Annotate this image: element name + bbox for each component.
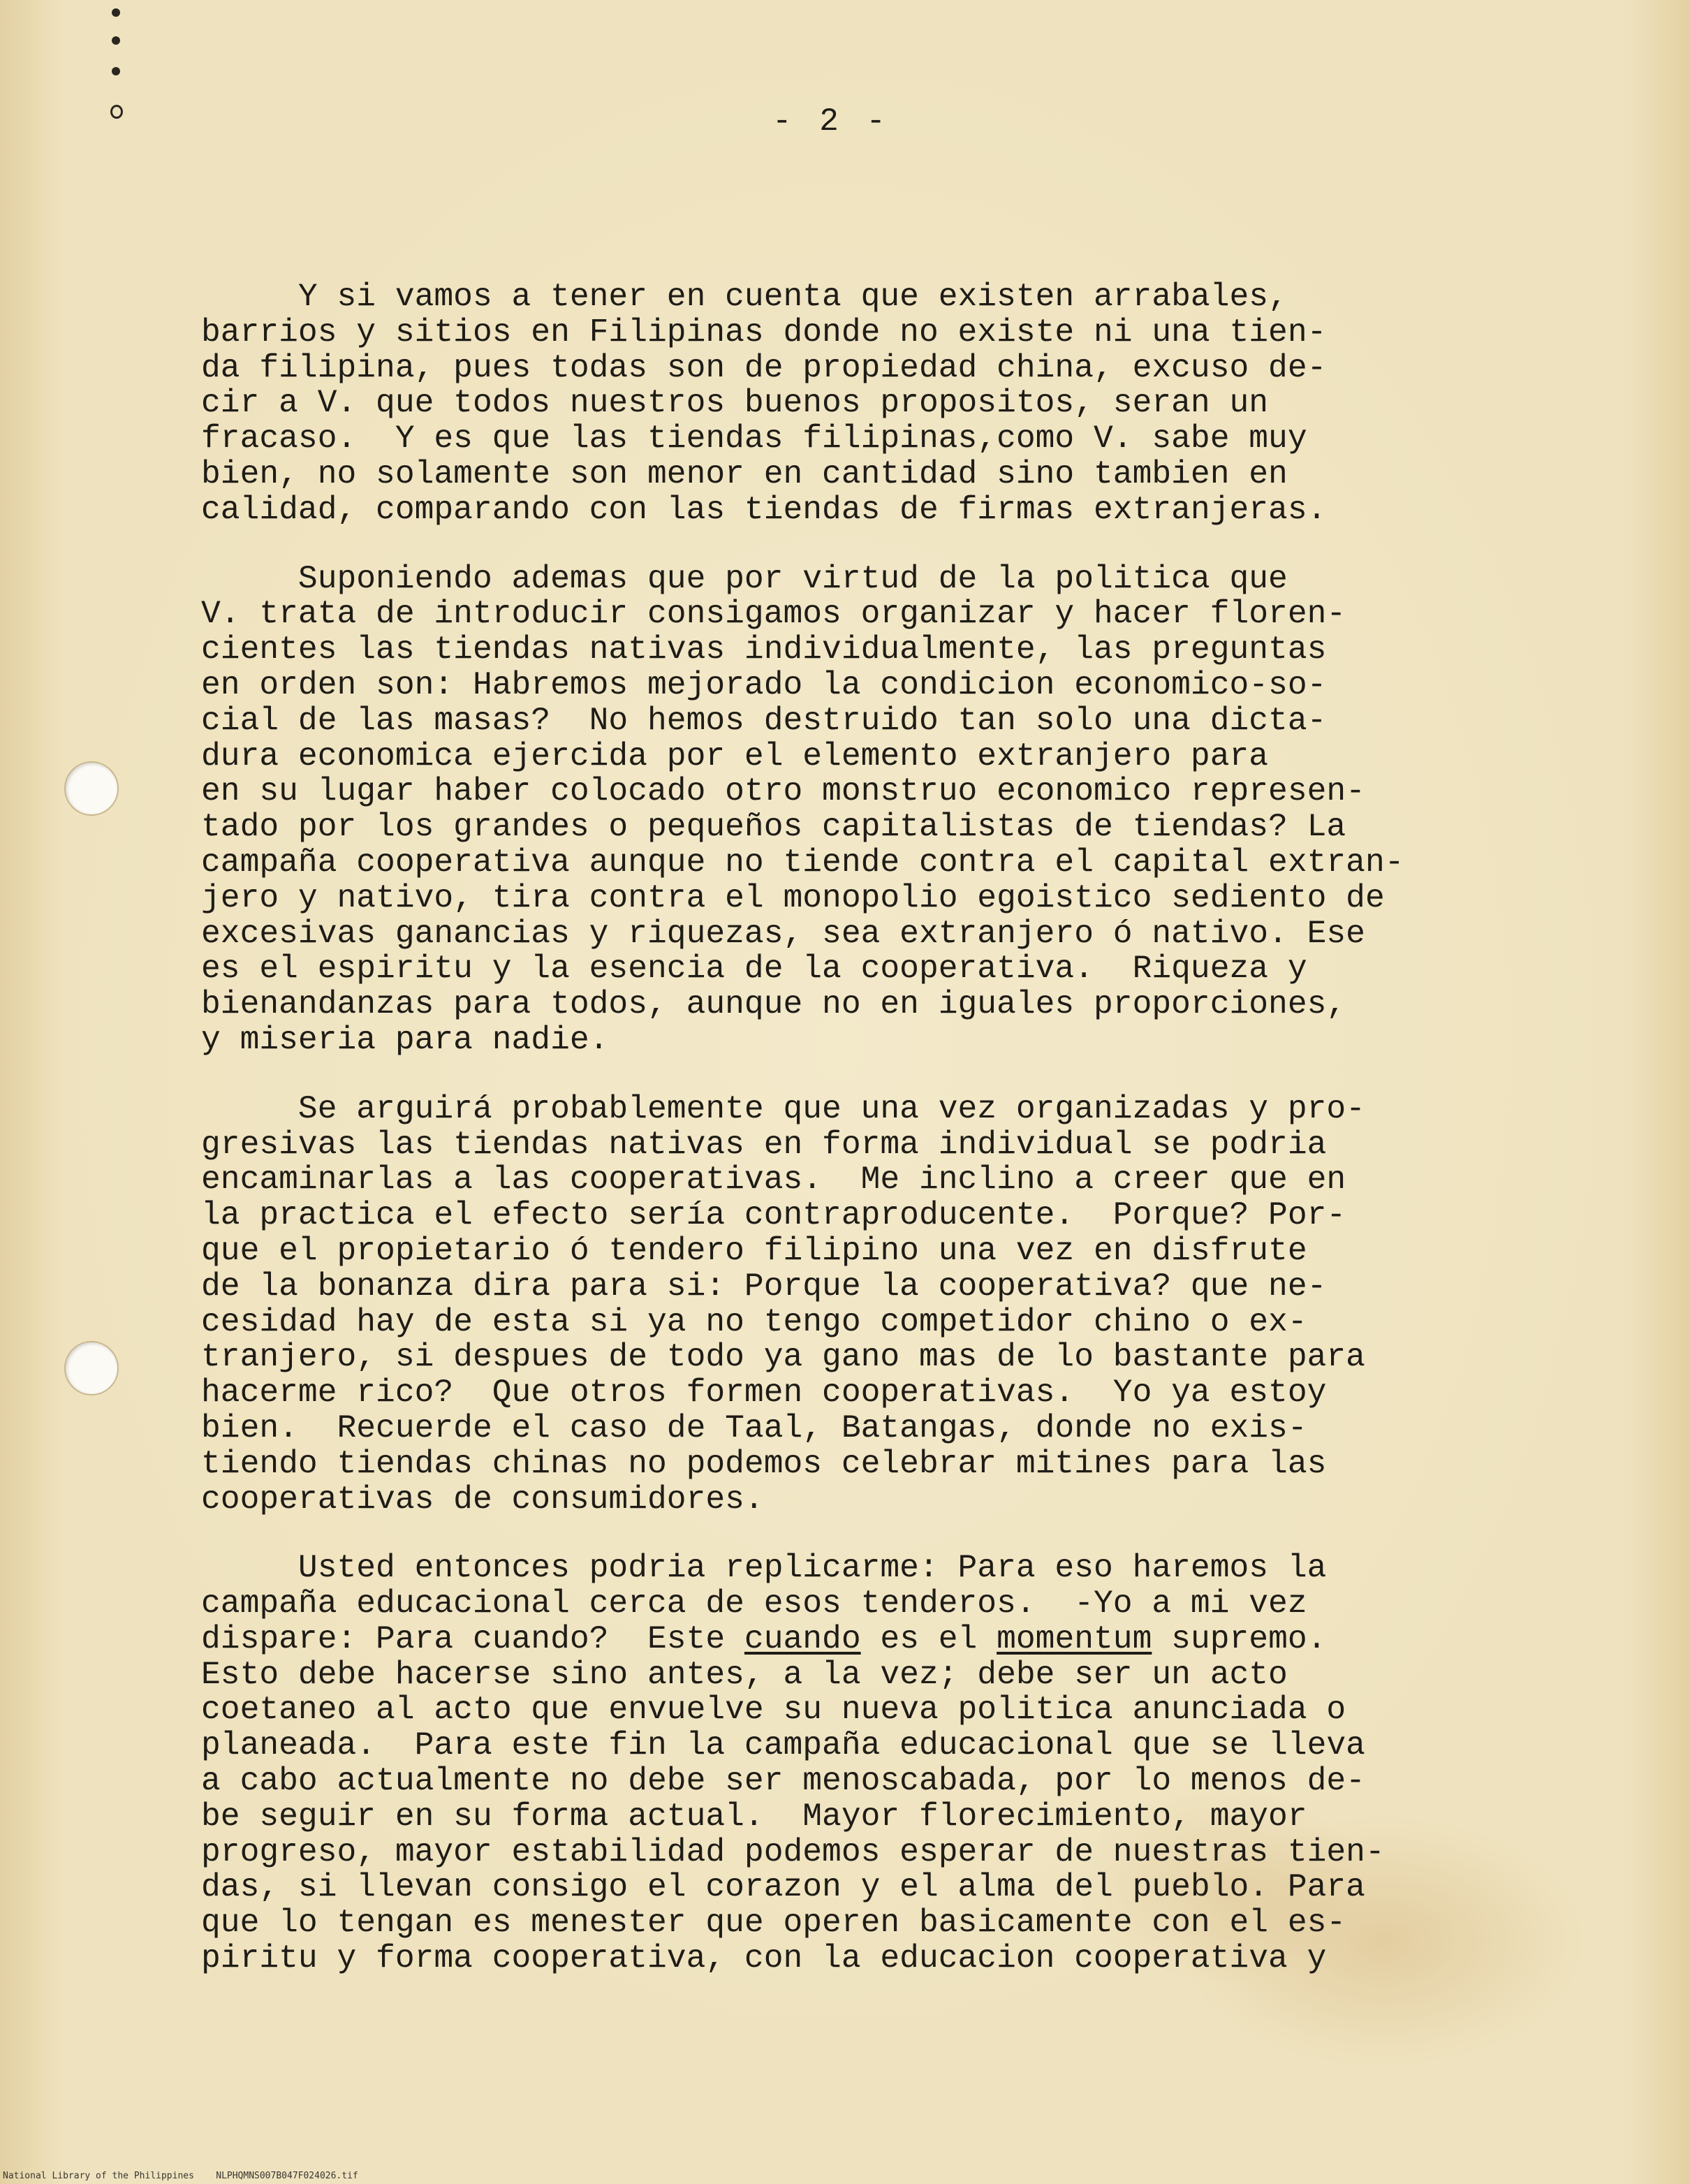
text-line — [201, 1340, 1528, 1375]
underlined-word: cuando — [744, 1620, 861, 1657]
letter-body — [201, 279, 1528, 2010]
text-line — [201, 1764, 1528, 1799]
text-segment: bien. Recuerde el caso de Taal, Batangas, donde no exis- — [201, 1409, 1307, 1446]
text-segment: progreso, mayor estabilidad podemos esperar de nuestras tien- — [201, 1833, 1385, 1870]
text-line — [201, 386, 1528, 421]
staple-mark-top — [112, 8, 120, 17]
paragraph — [201, 1551, 1528, 1977]
text-segment: cir a V. que todos nuestros buenos propositos, seran un — [201, 384, 1269, 422]
text-segment: fracaso. Y es que las tiendas filipinas,como V. sabe muy — [201, 420, 1307, 457]
text-line — [201, 315, 1528, 351]
text-segment: cesidad hay de esta si ya no tengo competidor chino o ex- — [201, 1303, 1307, 1340]
text-line — [201, 1233, 1528, 1269]
text-segment: tiendo tiendas chinas no podemos celebrar mitines para las — [201, 1444, 1327, 1482]
paragraph — [201, 1092, 1528, 1518]
page-number: - 2 - — [772, 103, 890, 140]
text-line — [201, 1728, 1528, 1764]
text-line — [201, 1198, 1528, 1233]
staple-mark-middle — [112, 36, 120, 45]
text-segment: Usted entonces podria replicarme: Para eso haremos la — [201, 1549, 1327, 1587]
text-segment: la practica el efecto sería contraproducente. Porque? Por- — [201, 1196, 1346, 1234]
text-line — [201, 492, 1528, 528]
text-segment: tranjero, si despues de todo ya gano mas de lo bastante para — [201, 1338, 1365, 1376]
text-segment: bien, no solamente son menor en cantidad sino tambien en — [201, 455, 1288, 492]
text-line — [201, 1162, 1528, 1198]
text-line — [201, 1127, 1528, 1163]
text-line — [201, 279, 1528, 315]
paragraph — [201, 559, 1528, 1058]
text-line — [201, 987, 1528, 1023]
text-line — [201, 668, 1528, 703]
text-line — [201, 1411, 1528, 1446]
text-line — [201, 916, 1528, 952]
text-segment: supremo. — [1152, 1620, 1327, 1657]
text-segment: dura economica ejercida por el elemento extranjero para — [201, 737, 1269, 775]
text-segment: cial de las masas? No hemos destruido tan solo una dicta- — [201, 701, 1327, 739]
text-segment: da filipina, pues todas son de propiedad china, excuso de- — [201, 349, 1327, 386]
text-segment: jero y nativo, tira contra el monopolio egoistico sediento de — [201, 879, 1385, 916]
text-segment: encaminarlas a las cooperativas. Me inclino a creer que en — [201, 1161, 1346, 1199]
text-segment: a cabo actualmente no debe ser menoscabada, por lo menos de- — [201, 1762, 1365, 1800]
text-line — [201, 1622, 1528, 1657]
text-line — [201, 1269, 1528, 1305]
text-line — [201, 739, 1528, 775]
text-segment: Suponiendo ademas que por virtud de la politica que — [201, 559, 1288, 597]
text-line — [201, 1835, 1528, 1870]
text-line — [201, 351, 1528, 386]
text-line — [201, 1375, 1528, 1411]
text-line — [201, 774, 1528, 809]
text-segment: Y si vamos a tener en cuenta que existen arrabales, — [201, 278, 1288, 315]
text-segment: piritu y forma cooperativa, con la educacion cooperativa y — [201, 1940, 1327, 1977]
text-segment: calidad, comparando con las tiendas de firmas extranjeras. — [201, 490, 1327, 528]
text-line — [201, 1092, 1528, 1127]
text-segment: en orden son: Habremos mejorado la condicion economico-so- — [201, 666, 1327, 703]
text-segment: Esto debe hacerse sino antes, a la vez; debe ser un acto — [201, 1655, 1288, 1693]
text-line — [201, 1657, 1528, 1693]
text-line — [201, 596, 1528, 632]
text-segment: cooperativas de consumidores. — [201, 1480, 764, 1518]
text-line — [201, 1305, 1528, 1340]
text-segment: excesivas ganancias y riquezas, sea extranjero ó nativo. Ese — [201, 914, 1365, 952]
text-segment: es el espiritu y la esencia de la cooperativa. Riqueza y — [201, 950, 1307, 988]
text-line — [201, 1692, 1528, 1728]
text-segment: tado por los grandes o pequeños capitalistas de tiendas? La — [201, 808, 1346, 846]
text-line — [201, 1870, 1528, 1905]
punch-hole-upper — [64, 761, 119, 816]
text-line — [201, 951, 1528, 987]
text-segment: hacerme rico? Que otros formen cooperativas. Yo ya estoy — [201, 1374, 1327, 1412]
text-segment: y miseria para nadie. — [201, 1020, 609, 1058]
text-segment: campaña cooperativa aunque no tiende contra el capital extran- — [201, 843, 1404, 881]
text-line — [201, 809, 1528, 845]
paragraph — [201, 279, 1528, 528]
text-line — [201, 421, 1528, 457]
underlined-word: momentum — [997, 1620, 1152, 1657]
punch-hole-lower — [64, 1341, 119, 1395]
text-segment: dispare: Para cuando? Este — [201, 1620, 744, 1657]
text-segment: be seguir en su forma actual. Mayor florecimiento, mayor — [201, 1797, 1307, 1835]
text-segment: gresivas las tiendas nativas en forma individual se podria — [201, 1125, 1327, 1163]
archive-footer: National Library of the Philippines NLPHQMNS007B047F024026.tif — [3, 2171, 358, 2181]
text-line — [201, 1905, 1528, 1941]
text-segment: coetaneo al acto que envuelve su nueva politica anunciada o — [201, 1691, 1346, 1729]
text-segment: es el — [860, 1620, 997, 1657]
text-line — [201, 1551, 1528, 1586]
text-line — [201, 1799, 1528, 1835]
text-segment: cientes las tiendas nativas individualmente, las preguntas — [201, 631, 1327, 668]
text-segment: barrios y sitios en Filipinas donde no existe ni una tien- — [201, 313, 1327, 351]
text-line — [201, 1586, 1528, 1622]
text-segment: bienandanzas para todos, aunque no en iguales proporciones, — [201, 985, 1346, 1023]
text-line — [201, 845, 1528, 881]
text-segment: que el propietario ó tendero filipino una vez en disfrute — [201, 1231, 1307, 1269]
text-segment: campaña educacional cerca de esos tenderos. -Yo a mi vez — [201, 1585, 1307, 1622]
text-segment: planeada. Para este fin la campaña educacional que se lleva — [201, 1727, 1365, 1764]
text-segment: que lo tengan es menester que operen basicamente con el es- — [201, 1904, 1346, 1942]
text-line — [201, 1020, 1528, 1058]
text-line — [201, 1482, 1528, 1518]
text-line — [201, 559, 1528, 597]
text-line — [201, 632, 1528, 668]
text-segment: de la bonanza dira para si: Porque la cooperativa? que ne- — [201, 1267, 1327, 1305]
text-segment: das, si llevan consigo el corazon y el alma del pueblo. Para — [201, 1868, 1365, 1906]
text-line — [201, 703, 1528, 739]
text-line — [201, 881, 1528, 916]
text-line — [201, 1941, 1528, 1977]
text-segment: V. trata de introducir consigamos organizar y hacer floren- — [201, 595, 1346, 633]
staple-mark-lower — [112, 67, 120, 75]
text-line — [201, 1446, 1528, 1482]
text-segment: en su lugar haber colocado otro monstruo economico represen- — [201, 772, 1365, 810]
text-line — [201, 457, 1528, 492]
text-segment: Se arguirá probablemente que una vez organizadas y pro- — [201, 1090, 1365, 1127]
